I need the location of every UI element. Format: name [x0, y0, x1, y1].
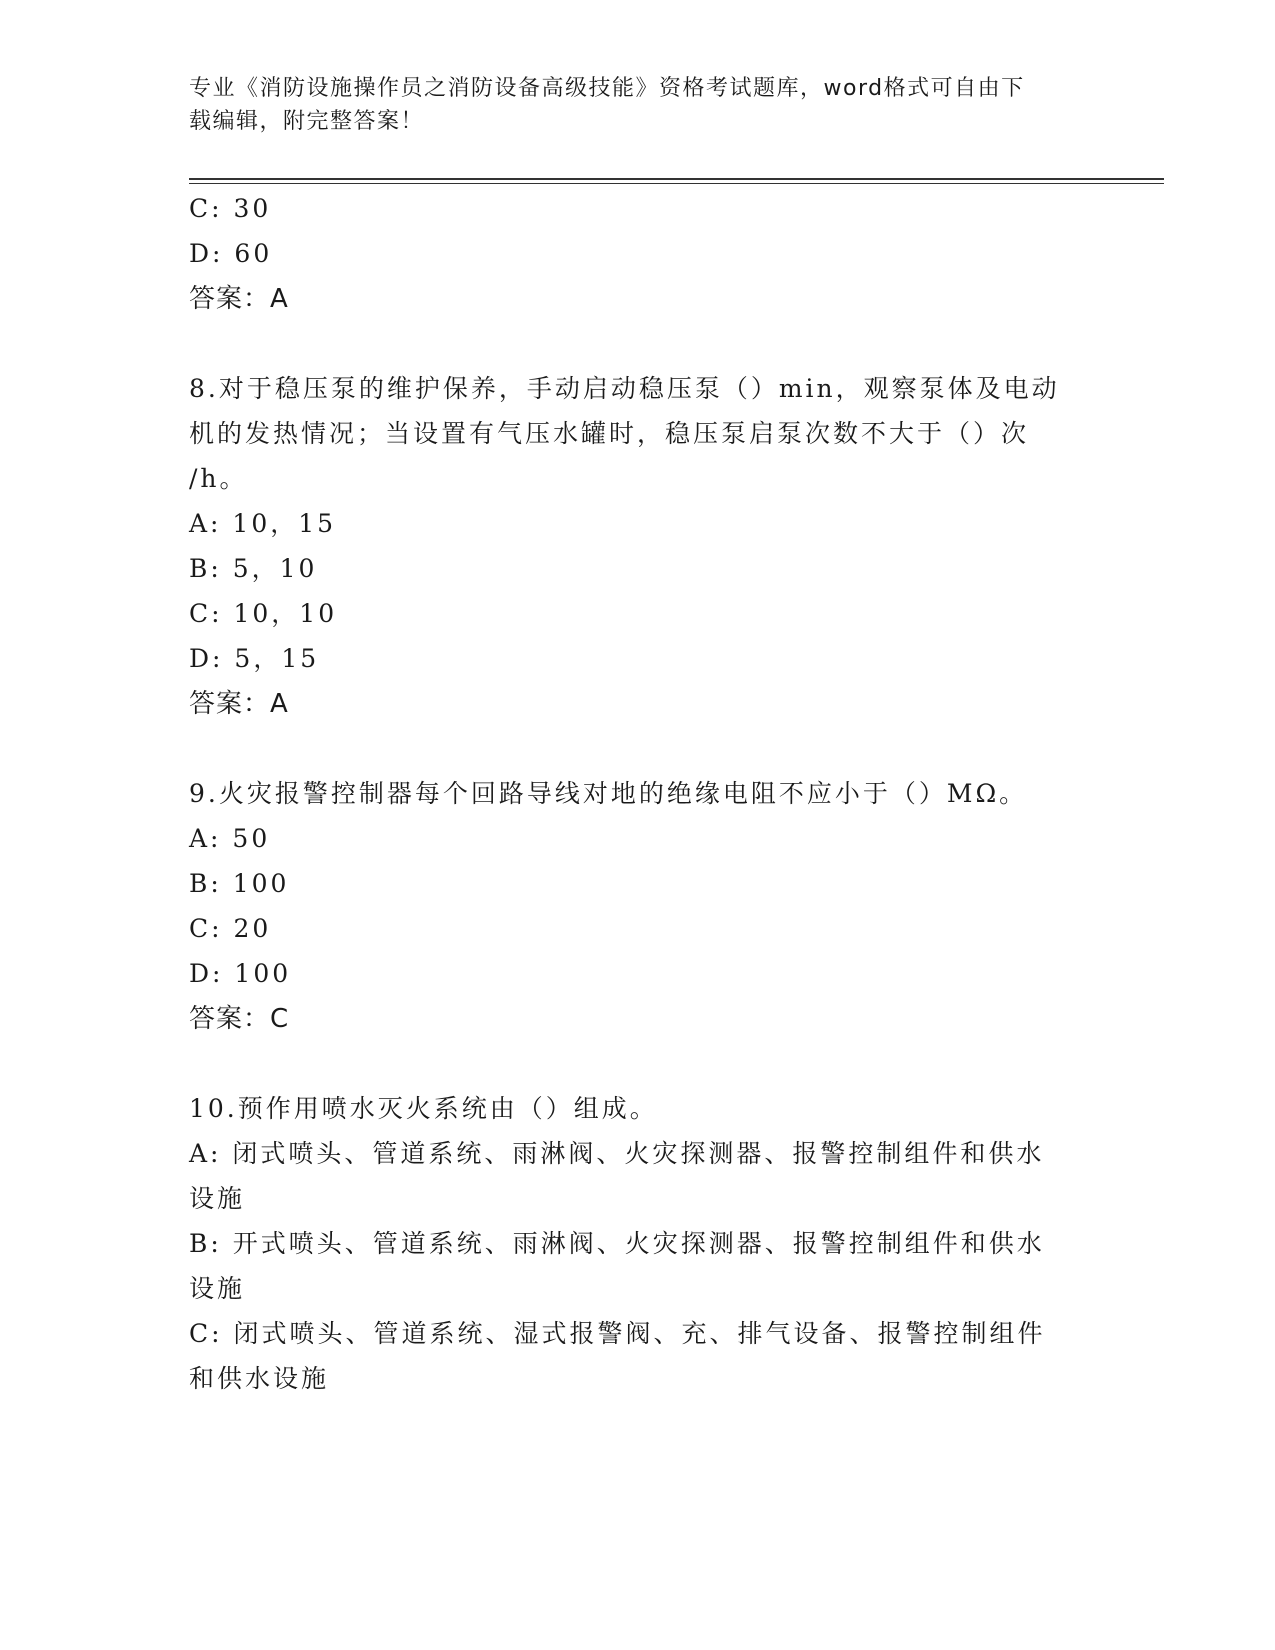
q8-stem-line-1: 8.对于稳压泵的维护保养，手动启动稳压泵（）min，观察泵体及电动 — [189, 374, 1060, 403]
q9-option-c: C: 20 — [189, 914, 272, 943]
q10-stem: 10.预作用喷水灭火系统由（）组成。 — [189, 1094, 658, 1123]
q9-option-d: D: 100 — [189, 959, 292, 988]
q8-option-c: C: 10，10 — [189, 599, 338, 628]
q8-stem-line-3: /h。 — [189, 464, 248, 493]
header-divider-thin — [189, 183, 1164, 184]
q8-answer: 答案：A — [189, 689, 289, 719]
q9-answer: 答案：C — [189, 1004, 290, 1034]
header-line-1: 专业《消防设施操作员之消防设备高级技能》资格考试题库，word格式可自由下 — [189, 76, 1025, 101]
q8-stem-line-2: 机的发热情况；当设置有气压水罐时，稳压泵启泵次数不大于（）次 — [189, 419, 1030, 448]
q7-option-c: C: 30 — [189, 194, 272, 223]
q10-option-a-line-2: 设施 — [189, 1184, 246, 1213]
header-line-2: 载编辑，附完整答案！ — [189, 109, 425, 134]
q8-option-d: D: 5，15 — [189, 644, 320, 673]
q9-stem: 9.火灾报警控制器每个回路导线对地的绝缘电阻不应小于（）MΩ。 — [189, 779, 1028, 808]
q9-option-a: A: 50 — [189, 824, 271, 853]
q10-option-b-line-2: 设施 — [189, 1274, 246, 1303]
q9-option-b: B: 100 — [189, 869, 290, 898]
q8-option-a: A: 10，15 — [189, 509, 337, 538]
q8-option-b: B: 5，10 — [189, 554, 318, 583]
document-header — [189, 72, 1089, 138]
q10-option-b-line-1: B: 开式喷头、管道系统、雨淋阀、火灾探测器、报警控制组件和供水 — [189, 1229, 1045, 1258]
header-divider-thick — [189, 178, 1164, 180]
q10-option-c-line-2: 和供水设施 — [189, 1364, 330, 1393]
q10-option-c-line-1: C: 闭式喷头、管道系统、湿式报警阀、充、排气设备、报警控制组件 — [189, 1319, 1046, 1348]
q7-option-d: D: 60 — [189, 239, 273, 268]
q7-answer: 答案：A — [189, 284, 289, 314]
q10-option-a-line-1: A: 闭式喷头、管道系统、雨淋阀、火灾探测器、报警控制组件和供水 — [189, 1139, 1045, 1168]
